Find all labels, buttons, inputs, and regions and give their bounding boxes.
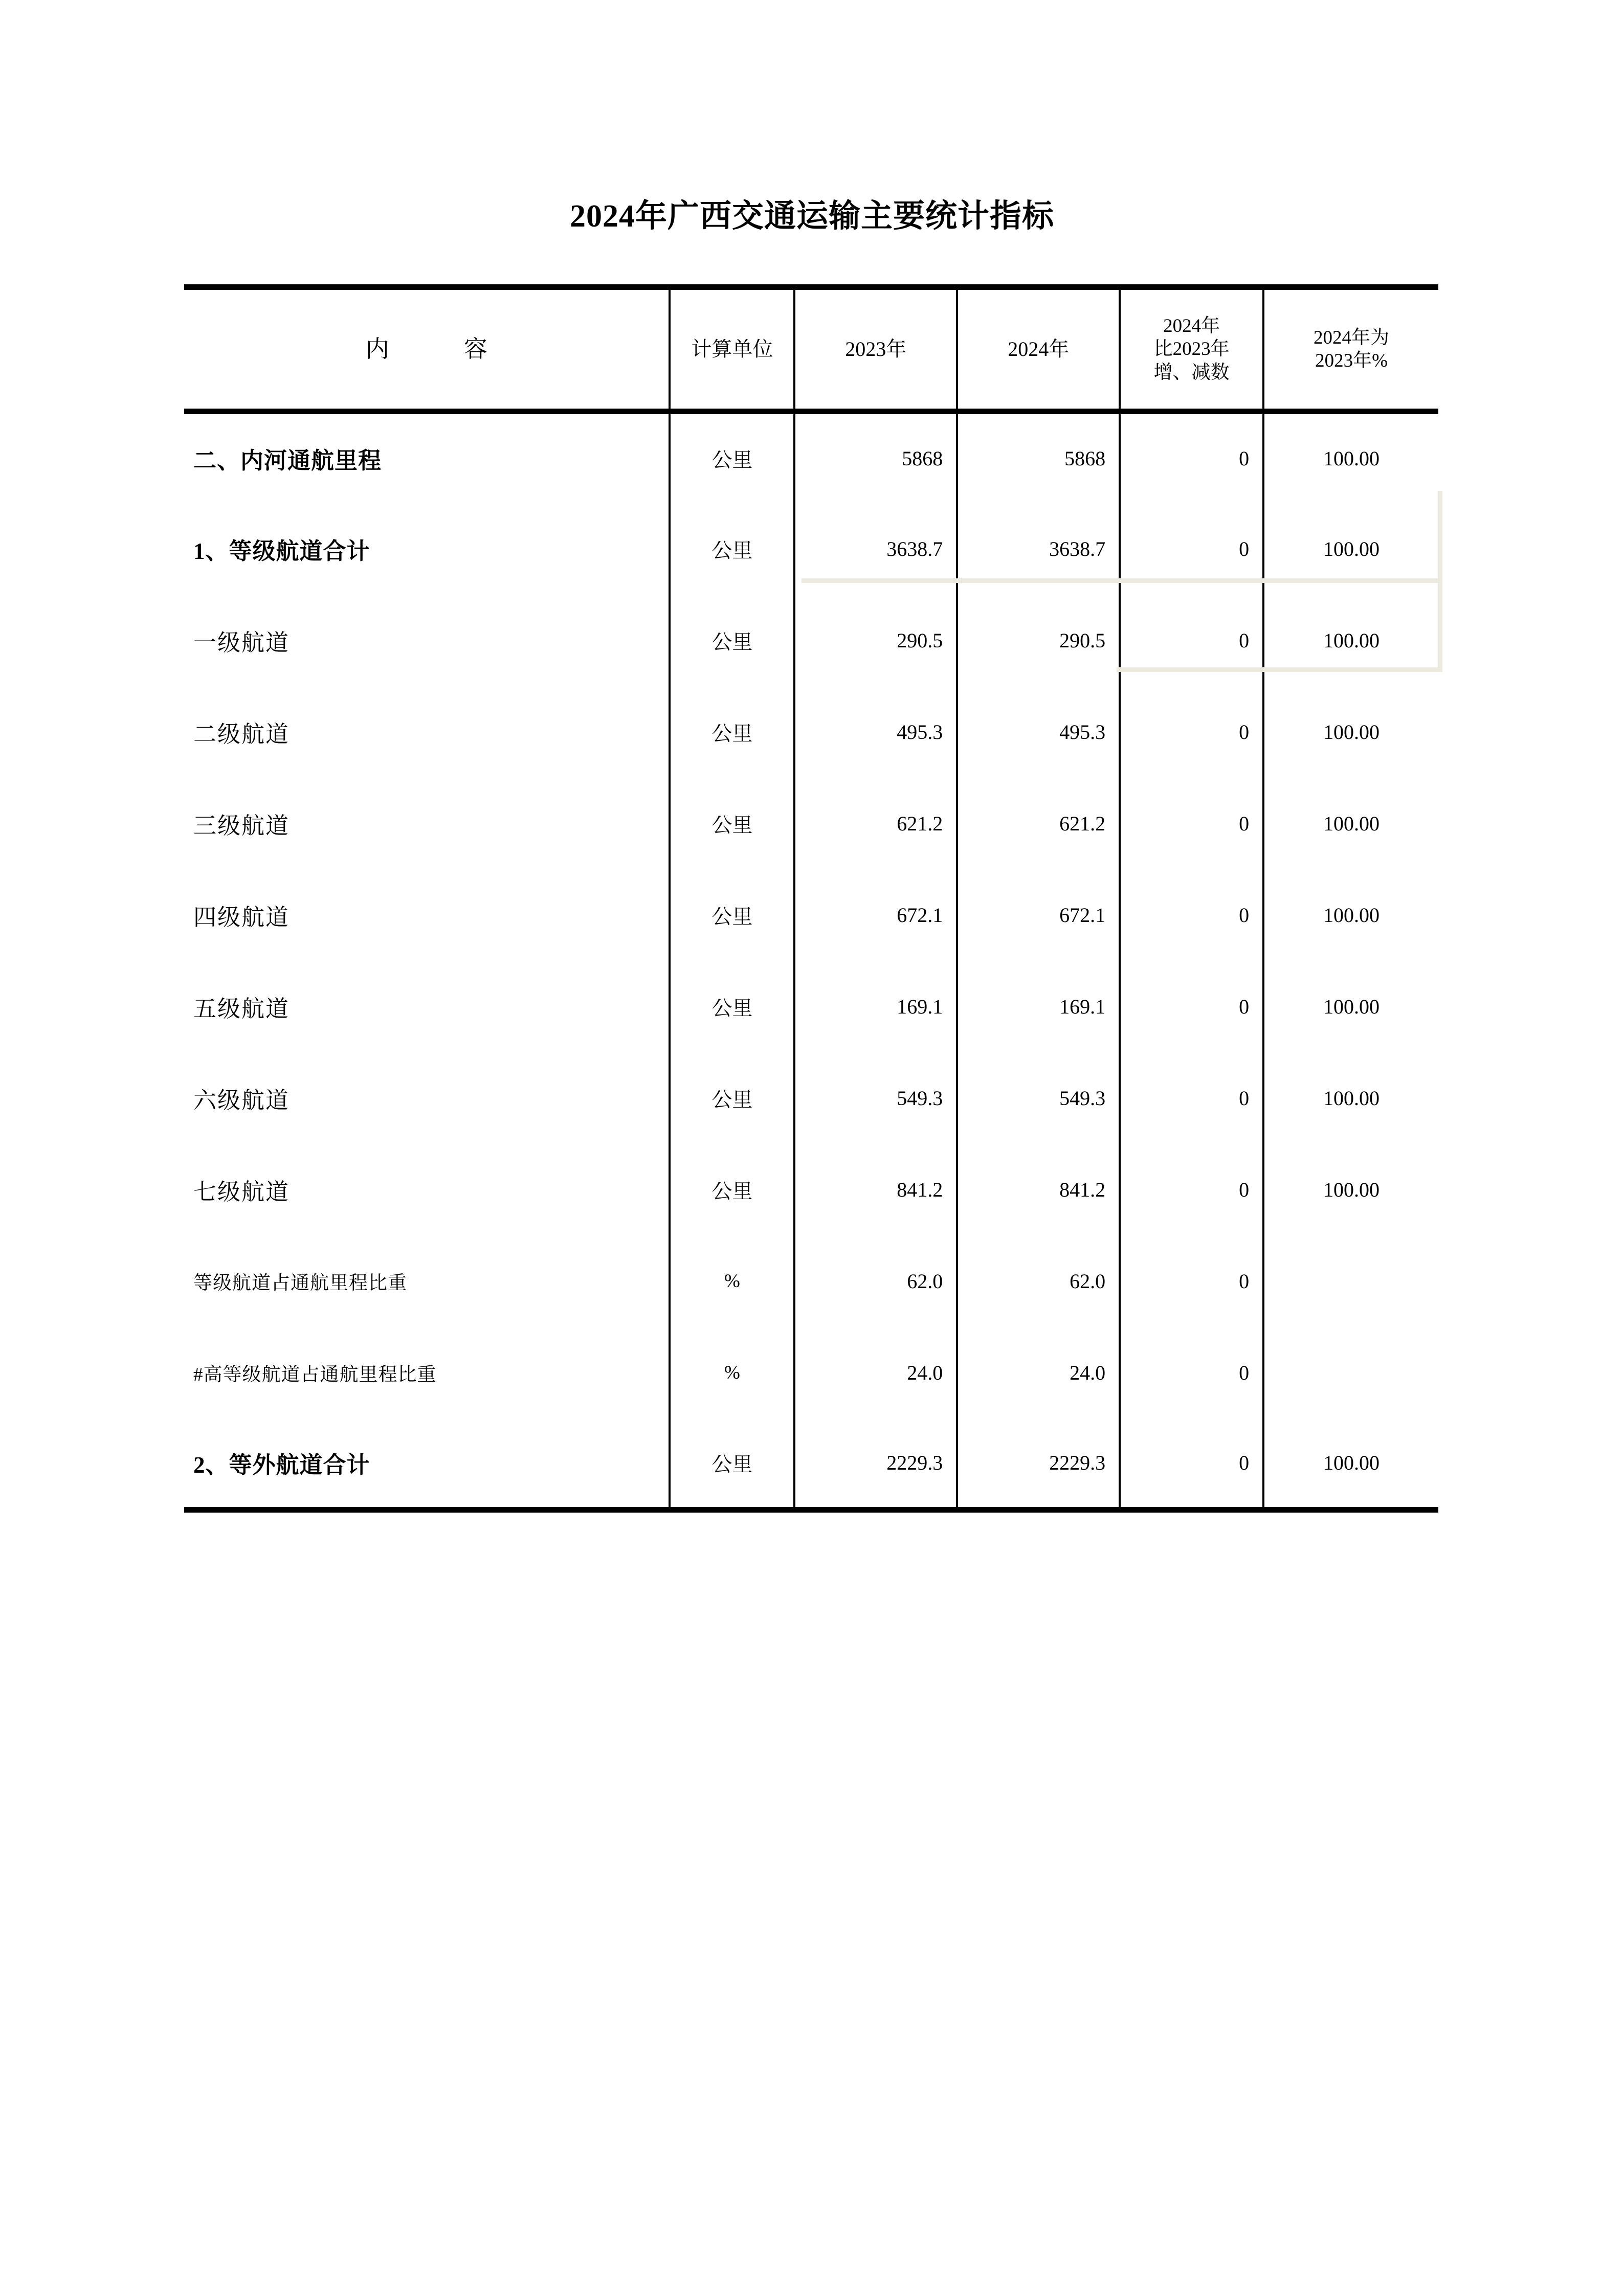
row-value-pct: 100.00 bbox=[1263, 595, 1438, 686]
row-value-2023: 2229.3 bbox=[794, 1419, 957, 1510]
table-row bbox=[184, 503, 1438, 595]
table-row bbox=[184, 961, 1438, 1052]
table-body bbox=[184, 412, 1438, 1510]
row-unit: 公里 bbox=[670, 412, 794, 503]
row-value-pct: 100.00 bbox=[1263, 961, 1438, 1052]
row-label: 二、内河通航里程 bbox=[193, 448, 382, 474]
row-value-pct bbox=[1263, 1327, 1438, 1419]
row-value-pct bbox=[1263, 1235, 1438, 1327]
row-value-2023: 621.2 bbox=[794, 778, 957, 869]
row-value-diff: 0 bbox=[1120, 869, 1263, 961]
row-unit: 公里 bbox=[670, 503, 794, 595]
row-value-diff: 0 bbox=[1120, 1327, 1263, 1419]
row-unit: 公里 bbox=[670, 1419, 794, 1510]
row-value-pct: 100.00 bbox=[1263, 1144, 1438, 1235]
row-value-2024: 672.1 bbox=[957, 869, 1120, 961]
row-value-2024: 621.2 bbox=[957, 778, 1120, 869]
row-label: 等级航道占通航里程比重 bbox=[193, 1273, 407, 1294]
row-value-diff: 0 bbox=[1120, 686, 1263, 778]
header-unit: 计算单位 bbox=[670, 287, 794, 412]
header-year-2023: 2023年 bbox=[794, 287, 957, 412]
row-value-2023: 24.0 bbox=[794, 1327, 957, 1419]
table-row bbox=[184, 1235, 1438, 1327]
header-year-2024: 2024年 bbox=[957, 287, 1120, 412]
row-value-diff: 0 bbox=[1120, 412, 1263, 503]
row-value-2024: 3638.7 bbox=[957, 503, 1120, 595]
row-label: 2、等外航道合计 bbox=[184, 1419, 670, 1510]
row-value-2024: 169.1 bbox=[957, 961, 1120, 1052]
row-value-2023: 672.1 bbox=[794, 869, 957, 961]
row-value-diff: 0 bbox=[1120, 595, 1263, 686]
row-value-2023: 841.2 bbox=[794, 1144, 957, 1235]
row-unit: % bbox=[670, 1235, 794, 1327]
row-value-2024: 290.5 bbox=[957, 595, 1120, 686]
row-label: 六级航道 bbox=[193, 1087, 290, 1113]
row-unit: 公里 bbox=[670, 1052, 794, 1144]
row-value-2023: 549.3 bbox=[794, 1052, 957, 1144]
row-unit: 公里 bbox=[670, 595, 794, 686]
row-value-diff: 0 bbox=[1120, 1144, 1263, 1235]
row-value-2023: 169.1 bbox=[794, 961, 957, 1052]
row-value-2024: 841.2 bbox=[957, 1144, 1120, 1235]
table-row bbox=[184, 1052, 1438, 1144]
row-value-2023: 290.5 bbox=[794, 595, 957, 686]
row-unit: 公里 bbox=[670, 869, 794, 961]
row-value-diff: 0 bbox=[1120, 503, 1263, 595]
table-header bbox=[184, 287, 1438, 412]
row-value-diff: 0 bbox=[1120, 1419, 1263, 1510]
row-label: 七级航道 bbox=[193, 1179, 290, 1205]
table-row bbox=[184, 1144, 1438, 1235]
header-pct-line2: 2023年% bbox=[1315, 350, 1388, 371]
row-value-pct: 100.00 bbox=[1263, 686, 1438, 778]
row-value-2024: 5868 bbox=[957, 412, 1120, 503]
row-value-2024: 2229.3 bbox=[957, 1419, 1120, 1510]
row-value-2024: 549.3 bbox=[957, 1052, 1120, 1144]
row-value-diff: 0 bbox=[1120, 778, 1263, 869]
header-content: 内 容 bbox=[184, 287, 670, 412]
row-value-2023: 495.3 bbox=[794, 686, 957, 778]
row-label: 1、等级航道合计 bbox=[193, 538, 370, 564]
table-row bbox=[184, 686, 1438, 778]
row-value-2023: 62.0 bbox=[794, 1235, 957, 1327]
table-row bbox=[184, 778, 1438, 869]
row-value-2024: 24.0 bbox=[957, 1327, 1120, 1419]
row-label: 五级航道 bbox=[193, 996, 290, 1022]
row-value-diff: 0 bbox=[1120, 1235, 1263, 1327]
page-title: 2024年广西交通运输主要统计指标 bbox=[569, 199, 1054, 234]
row-label: 三级航道 bbox=[193, 813, 290, 839]
row-label: 四级航道 bbox=[193, 904, 290, 930]
header-diff-line2: 比2023年 bbox=[1153, 339, 1230, 360]
header-pct bbox=[1263, 287, 1438, 412]
table-row bbox=[184, 1419, 1438, 1510]
row-unit: % bbox=[670, 1327, 794, 1419]
row-unit: 公里 bbox=[670, 1144, 794, 1235]
row-value-2023: 5868 bbox=[794, 412, 957, 503]
row-value-pct: 100.00 bbox=[1263, 503, 1438, 595]
table-row bbox=[184, 869, 1438, 961]
row-value-pct: 100.00 bbox=[1263, 412, 1438, 503]
table-row bbox=[184, 595, 1438, 686]
header-pct-line1: 2024年为 bbox=[1314, 327, 1390, 348]
statistics-table bbox=[184, 284, 1438, 1513]
row-value-pct: 100.00 bbox=[1263, 778, 1438, 869]
row-value-2023: 3638.7 bbox=[794, 503, 957, 595]
header-diff-line3: 增、减数 bbox=[1153, 362, 1230, 383]
row-value-diff: 0 bbox=[1120, 961, 1263, 1052]
row-unit: 公里 bbox=[670, 686, 794, 778]
row-unit: 公里 bbox=[670, 778, 794, 869]
row-label: #高等级航道占通航里程比重 bbox=[193, 1364, 437, 1385]
row-unit: 公里 bbox=[670, 961, 794, 1052]
statistics-table-container bbox=[184, 284, 1438, 1513]
row-value-pct: 100.00 bbox=[1263, 1052, 1438, 1144]
table-row bbox=[184, 412, 1438, 503]
row-value-2024: 495.3 bbox=[957, 686, 1120, 778]
header-diff bbox=[1120, 287, 1263, 412]
table-row bbox=[184, 1327, 1438, 1419]
row-label: 二级航道 bbox=[193, 721, 290, 747]
row-value-pct: 100.00 bbox=[1263, 869, 1438, 961]
header-row bbox=[184, 287, 1438, 412]
row-value-2024: 62.0 bbox=[957, 1235, 1120, 1327]
row-value-diff: 0 bbox=[1120, 1052, 1263, 1144]
header-diff-line1: 2024年 bbox=[1163, 316, 1220, 337]
row-value-pct: 100.00 bbox=[1263, 1419, 1438, 1510]
row-label: 一级航道 bbox=[193, 629, 290, 656]
